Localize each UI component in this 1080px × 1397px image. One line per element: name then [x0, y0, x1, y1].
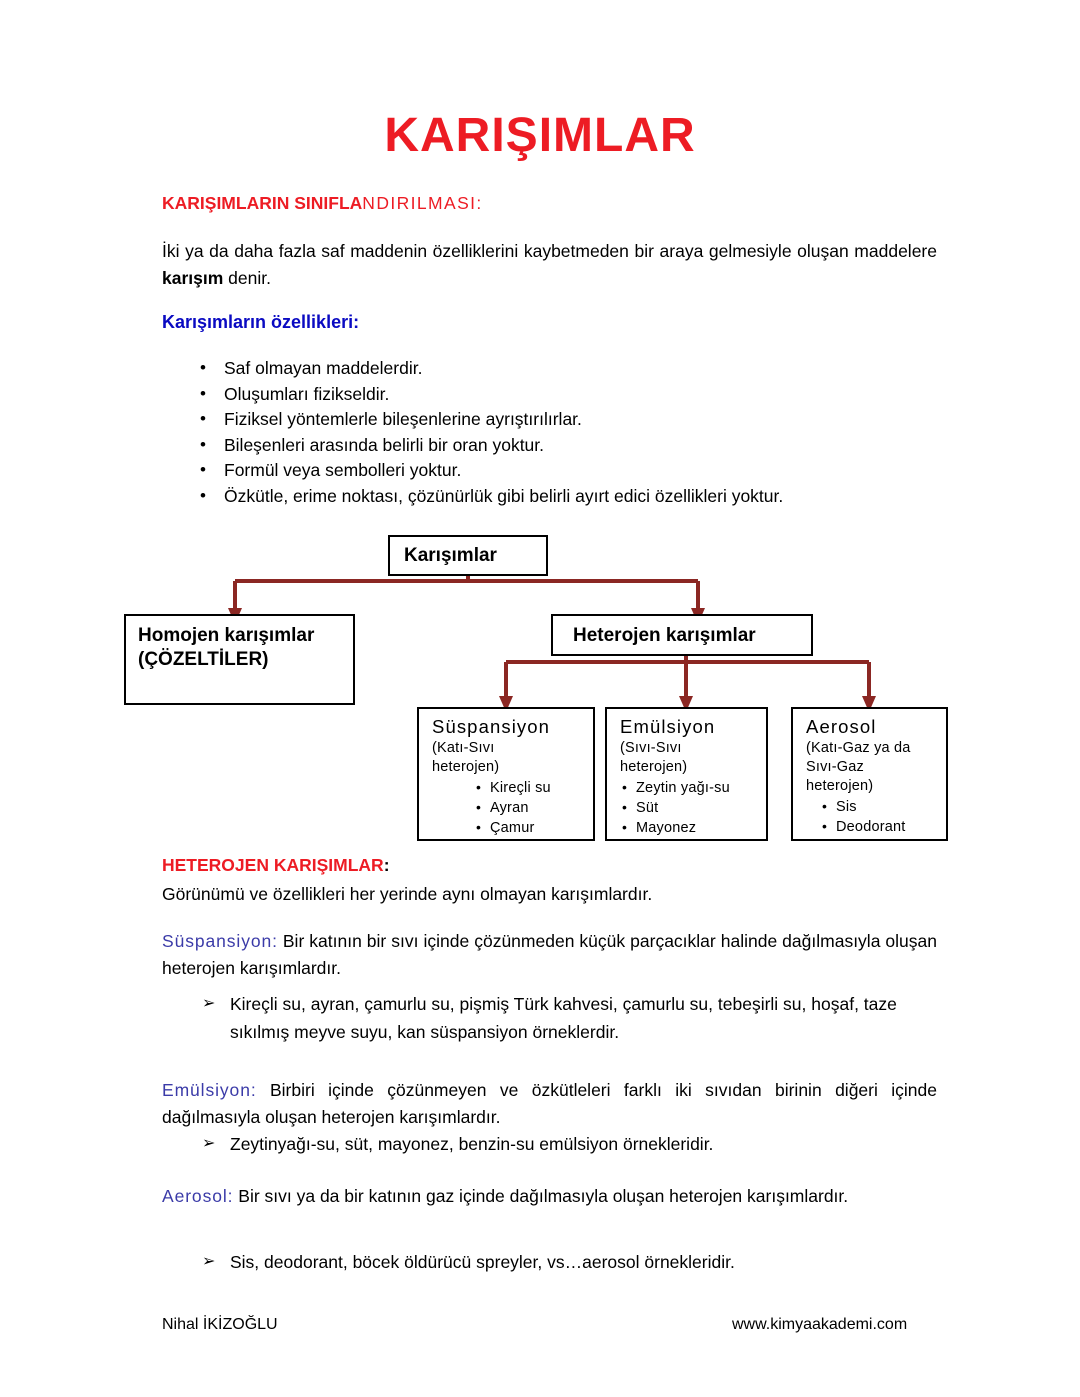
aerosol-examples: [162, 1248, 942, 1276]
diagram-node-emulsiyon-items: [620, 778, 766, 838]
list-item: • Deodorant: [820, 817, 946, 837]
heterojen-description: Görünümü ve özellikleri her yerinde aynı olmayan karışımlardır.: [162, 884, 653, 904]
diagram-node-homojen-label: Homojen karışımlar: [138, 625, 315, 646]
arrow-head-heterojen: [691, 608, 705, 624]
suspansiyon-label: Süspansiyon:: [162, 931, 278, 951]
list-item: ➢ Zeytinyağı-su, süt, mayonez, benzin-su emülsiyon örnekleridir.: [162, 1130, 942, 1158]
aerosol-label: Aerosol:: [162, 1186, 234, 1206]
emulsiyon-examples: [162, 1130, 942, 1158]
diagram-node-aerosol: [791, 707, 948, 841]
list-item: • Özkütle, erime noktası, çözünürlük gibi belirli ayırt edici özellikleri yoktur.: [162, 484, 952, 510]
classification-heading: [162, 193, 483, 214]
footer-website: www.kimyaakademi.com: [732, 1316, 908, 1333]
diagram-node-emulsiyon: [605, 707, 768, 841]
arrow-head-suspansiyon: [499, 696, 513, 712]
list-item: • Saf olmayan maddelerdir.: [162, 356, 952, 382]
page-title: KARIŞIMLAR: [384, 109, 696, 162]
list-item: • Sis: [820, 797, 946, 817]
diagram-node-aerosol-items: [820, 797, 946, 837]
emulsiyon-definition: Birbiri içinde çözünmeyen ve özkütleleri farklı iki sıvıdan birinin diğeri içinde dağılmasıyla oluşan heterojen karışımlardır.: [162, 1080, 937, 1127]
classification-heading-bold: KARIŞIMLARIN SINIFLA: [162, 193, 363, 213]
diagram-node-root-label: Karışımlar: [404, 545, 497, 566]
list-item: ➢ Sis, deodorant, böcek öldürücü spreyler, vs…aerosol örnekleridir.: [162, 1248, 942, 1276]
suspansiyon-paragraph: [162, 928, 937, 982]
diagram-node-heterojen: [551, 614, 813, 656]
suspansiyon-definition: Bir katının bir sıvı içinde çözünmeden küçük parçacıklar halinde dağılmasıyla oluşan heterojen karışımlardır.: [162, 931, 937, 978]
arrow-head-aerosol: [862, 696, 876, 712]
list-item: • Ayran: [474, 798, 593, 818]
list-item: • Formül veya sembolleri yoktur.: [162, 458, 952, 484]
intro-text-after: denir.: [223, 268, 271, 288]
diagram-node-homojen: [124, 614, 355, 705]
intro-bold-word: karışım: [162, 268, 224, 288]
properties-heading: Karışımların özellikleri:: [162, 312, 360, 332]
diagram-node-suspansiyon-items: [474, 778, 593, 838]
aerosol-paragraph: [162, 1183, 937, 1210]
list-item: ➢ Kireçli su, ayran, çamurlu su, pişmiş Türk kahvesi, çamurlu su, tebeşirli su, hoşaf, taze sıkılmış meyve suyu, kan süspansiyon örneklerdir.: [162, 990, 942, 1046]
arrow-head-emulsiyon: [679, 696, 693, 712]
diagram-node-aerosol-sub: (Katı-Gaz ya da Sıvı-Gaz heterojen): [806, 740, 911, 794]
heterojen-heading-text: HETEROJEN KARIŞIMLAR: [162, 855, 384, 875]
intro-text-before: İki ya da daha fazla saf maddenin özelliklerini kaybetmeden bir araya gelmesiyle oluşan maddelere: [162, 241, 937, 261]
list-item: • Süt: [620, 798, 766, 818]
heterojen-heading-colon: :: [383, 855, 390, 875]
list-item: • Çamur: [474, 818, 593, 838]
list-item: • Mayonez: [620, 818, 766, 838]
list-item: • Kireçli su: [474, 778, 593, 798]
emulsiyon-paragraph: [162, 1077, 937, 1131]
intro-paragraph: [162, 238, 937, 292]
emulsiyon-label: Emülsiyon:: [162, 1080, 257, 1100]
aerosol-definition: Bir sıvı ya da bir katının gaz içinde dağılmasıyla oluşan heterojen karışımlardır.: [233, 1186, 849, 1206]
diagram-node-suspansiyon: [417, 707, 595, 841]
footer-author: Nihal İKİZOĞLU: [162, 1316, 278, 1333]
diagram-node-heterojen-label: Heterojen karışımlar: [573, 625, 756, 646]
diagram-node-aerosol-label: Aerosol: [806, 716, 877, 737]
arrow-head-homojen: [228, 608, 242, 624]
list-item: • Bileşenleri arasında belirli bir oran yoktur.: [162, 433, 952, 459]
diagram-node-emulsiyon-sub: (Sıvı-Sıvı heterojen): [620, 740, 688, 775]
list-item: • Oluşumları fizikseldir.: [162, 382, 952, 408]
diagram-node-emulsiyon-label: Emülsiyon: [620, 716, 716, 737]
properties-list: [162, 356, 952, 509]
diagram-node-homojen-label2: (ÇÖZELTİLER): [138, 649, 269, 670]
heterojen-heading: [162, 855, 390, 876]
suspansiyon-examples: [162, 990, 942, 1046]
diagram-node-root: [388, 535, 548, 576]
diagram-node-suspansiyon-sub: (Katı-Sıvı heterojen): [432, 740, 500, 775]
list-item: • Fiziksel yöntemlerle bileşenlerine ayrıştırılırlar.: [162, 407, 952, 433]
classification-heading-thin: NDIRILMASI:: [362, 193, 483, 213]
list-item: • Zeytin yağı-su: [620, 778, 766, 798]
diagram-node-suspansiyon-label: Süspansiyon: [432, 716, 551, 737]
